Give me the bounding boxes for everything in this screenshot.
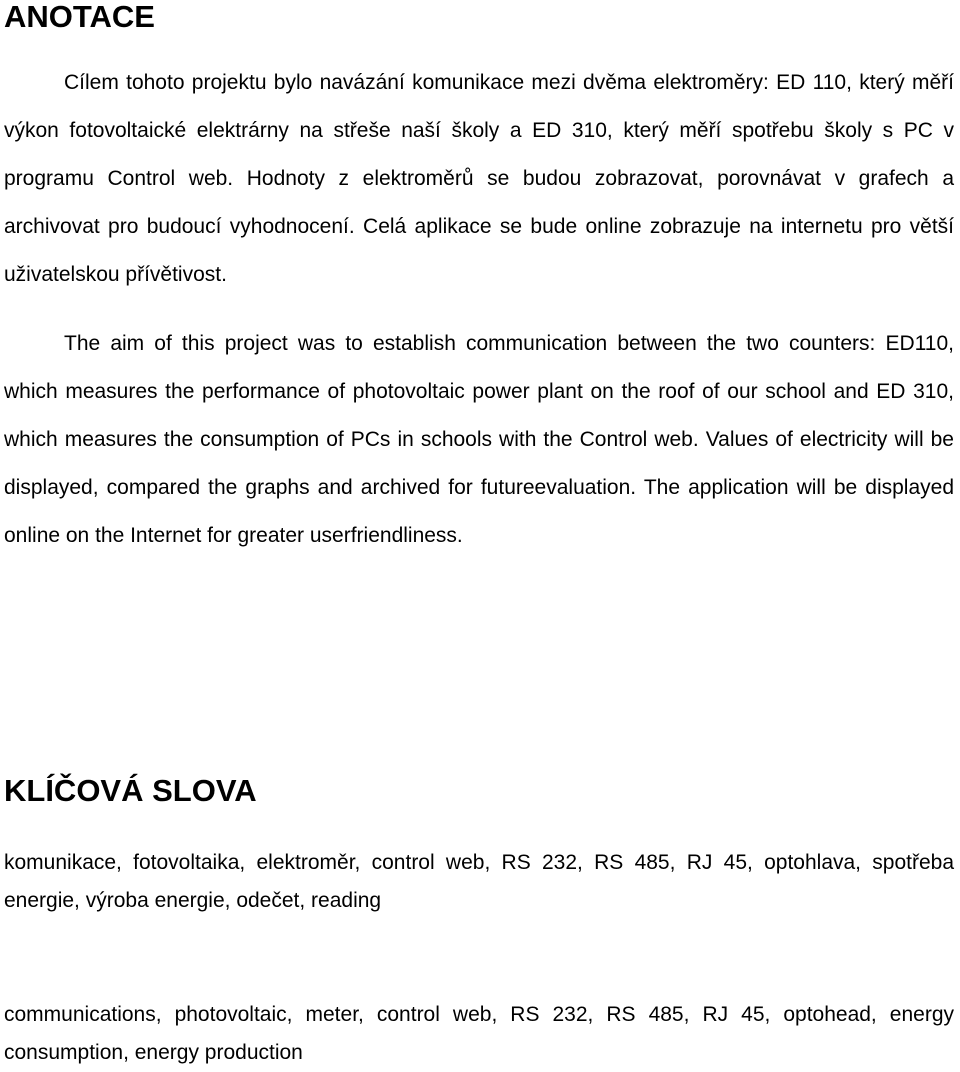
keywords-czech: komunikace, fotovoltaika, elektroměr, control web, RS 232, RS 485, RJ 45, optohlava, spotřeba energie, výroba energie, odečet, reading bbox=[4, 851, 954, 912]
annotation-paragraph-czech: Cílem tohoto projektu bylo navázání komunikace mezi dvěma elektroměry: ED 110, který měří výkon fotovoltaické elektrárny na střeše naší školy a ED 310, který měří spotřebu školy s PC v programu Control web. Hodnoty z elektroměrů se budou zobrazovat, porovnávat v grafech a archivovat pro budoucí vyhodnocení. Celá aplikace se bude online zobrazuje na internetu pro větší uživatelskou přívětivost. bbox=[4, 71, 954, 286]
annotation-paragraph-english: The aim of this project was to establish communication between the two counters: ED110, which measures the performance of photovoltaic power plant on the roof of our school and ED 310, which measures the consumption of PCs in schools with the Control web. Values of electricity will be displayed, compared the graphs and archived for futureevaluation. The application will be displayed online on the Internet for greater userfriendliness. bbox=[4, 332, 954, 547]
keywords-heading: KLÍČOVÁ SLOVA bbox=[4, 773, 257, 808]
keywords-english: communications, photovoltaic, meter, control web, RS 232, RS 485, RJ 45, optohead, energy consumption, energy production bbox=[4, 1003, 954, 1064]
annotation-heading: ANOTACE bbox=[4, 0, 155, 34]
